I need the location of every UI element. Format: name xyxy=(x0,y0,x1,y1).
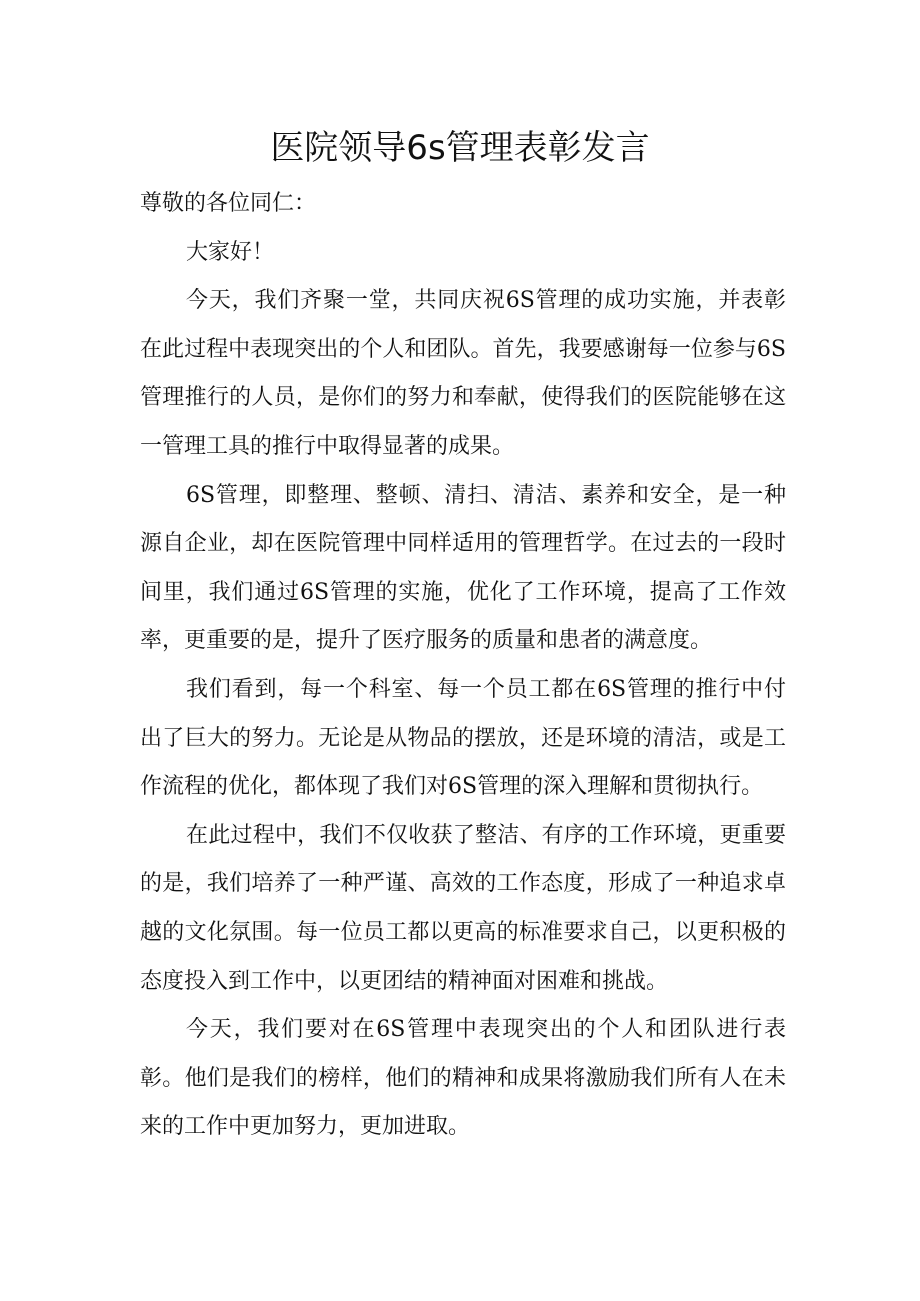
paragraph-5: 今天，我们要对在6S管理中表现突出的个人和团队进行表彰。他们是我们的榜样，他们的精神和成果将激励我们所有人在未来的工作中更加努力，更加进取。 xyxy=(140,1017,786,1140)
greeting: 大家好！ xyxy=(186,239,275,265)
paragraph-1: 今天，我们齐聚一堂，共同庆祝6S管理的成功实施，并表彰在此过程中表现突出的个人和团队。首先，我要感谢每一位参与6S管理推行的人员，是你们的努力和奉献，使得我们的医院能够在这一管理工具的推行中取得显著的成果。 xyxy=(140,288,786,459)
document-body xyxy=(140,180,786,1152)
document-title: 医院领导6s管理表彰发言 xyxy=(270,128,650,168)
paragraph-4: 在此过程中，我们不仅收获了整洁、有序的工作环境，更重要的是，我们培养了一种严谨、高效的工作态度，形成了一种追求卓越的文化氛围。每一位员工都以更高的标准要求自己，以更积极的态度投入到工作中，以更团结的精神面对困难和挑战。 xyxy=(140,822,786,994)
paragraph-3: 我们看到，每一个科室、每一个员工都在6S管理的推行中付出了巨大的努力。无论是从物品的摆放，还是环境的清洁，或是工作流程的优化，都体现了我们对6S管理的深入理解和贯彻执行。 xyxy=(140,676,786,800)
paragraph-2: 6S管理，即整理、整顿、清扫、清洁、素养和安全，是一种源自企业，却在医院管理中同样适用的管理哲学。在过去的一段时间里，我们通过6S管理的实施，优化了工作环境，提高了工作效率，更重要的是，提升了医疗服务的质量和患者的满意度。 xyxy=(140,482,786,654)
salutation: 尊敬的各位同仁： xyxy=(140,191,317,216)
